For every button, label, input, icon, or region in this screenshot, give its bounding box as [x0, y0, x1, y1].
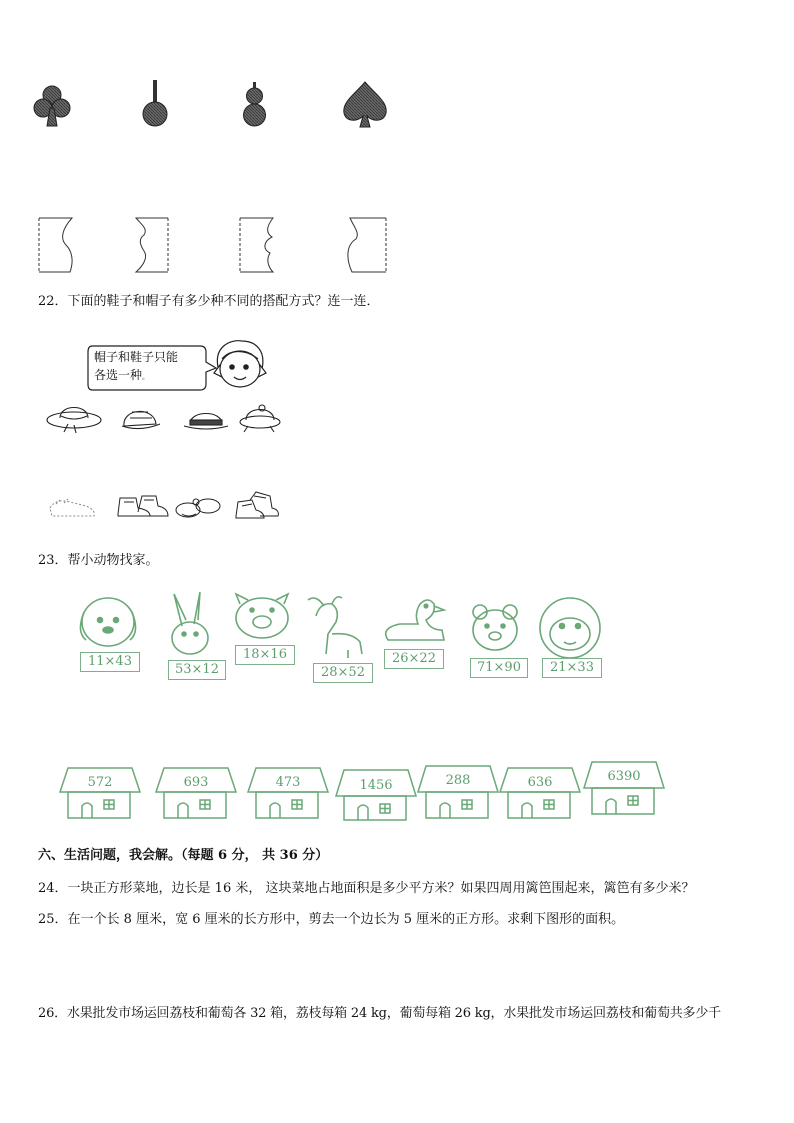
half-outline-1 — [39, 218, 72, 272]
question-24: 24．一块正方形菜地，边长是 16 米， 这块菜地占地面积是多少平方米？如果四周用篱笆围起来，篱笆有多少米？ — [38, 881, 695, 896]
half-outline-3 — [240, 218, 273, 272]
wide-brim-hat-icon — [47, 408, 101, 434]
house-number-1: 572 — [87, 775, 113, 790]
dog-icon — [80, 598, 135, 646]
bonnet-hat-icon — [240, 405, 280, 432]
animal-tag-duck: 26×22 — [384, 649, 444, 669]
speech-bubble — [86, 344, 208, 390]
house-number-3: 473 — [275, 775, 301, 790]
house-number-7: 6390 — [607, 769, 641, 784]
animal-tag-monkey: 21×33 — [542, 658, 602, 678]
half-outline-2 — [136, 218, 168, 272]
question-22: 22．下面的鞋子和帽子有多少种不同的搭配方式？连一连． — [38, 294, 380, 309]
bubble-line-2: 各选一种 — [94, 368, 143, 382]
section-6-heading: 六、生活问题，我会解。（每题 6 分， 共 36 分） — [38, 848, 329, 863]
animal-tag-dog: 11×43 — [80, 652, 140, 672]
sneaker-faint-icon — [50, 499, 94, 516]
fedora-icon — [184, 414, 228, 430]
duck-icon — [386, 600, 444, 640]
shapes-row — [30, 78, 400, 138]
kids-shoes-icon — [176, 499, 220, 517]
house-number-6: 636 — [527, 775, 553, 790]
house-number-5: 288 — [445, 773, 471, 788]
bubble-tail: 。 — [142, 373, 150, 381]
boots-icon — [118, 496, 168, 516]
animal-tag-rabbit: 53×12 — [168, 660, 226, 680]
question-25: 25．在一个长 8 厘米，宽 6 厘米的长方形中，剪去一个边长为 5 厘米的正方形。求剩下图形的面积。 — [38, 912, 625, 927]
monkey-icon — [540, 598, 600, 658]
bear-icon — [473, 605, 517, 650]
gourd-shape — [244, 82, 266, 126]
house-number-4: 1456 — [359, 778, 393, 793]
goat-icon — [308, 597, 362, 658]
animal-tag-bear: 71×90 — [470, 658, 528, 678]
hats-row — [44, 398, 284, 438]
rabbit-icon — [172, 592, 208, 654]
lollipop-shape — [143, 80, 167, 126]
house-number-2: 693 — [183, 775, 209, 790]
bubble-line-1: 帽子和鞋子只能 — [94, 350, 179, 364]
animal-tag-pig: 18×16 — [235, 645, 295, 665]
shoes-row — [46, 488, 286, 524]
houses-row — [56, 760, 676, 826]
girl-face-icon — [212, 337, 270, 393]
high-tops-icon — [236, 492, 278, 518]
pig-icon — [236, 594, 288, 638]
club-shape — [34, 86, 70, 126]
half-shapes-row — [30, 215, 400, 277]
question-26: 26．水果批发市场运回荔枝和葡萄各 32 箱，荔枝每箱 24 kg，葡萄每箱 26 kg，水果批发市场运回荔枝和葡萄共多少千 — [38, 1006, 721, 1021]
half-outline-4 — [348, 218, 386, 272]
animals-row — [70, 592, 620, 672]
cap-icon — [122, 411, 160, 428]
question-23: 23．帮小动物找家。 — [38, 553, 159, 568]
animal-tag-goat: 28×52 — [313, 663, 373, 683]
spade-shape — [344, 82, 386, 127]
